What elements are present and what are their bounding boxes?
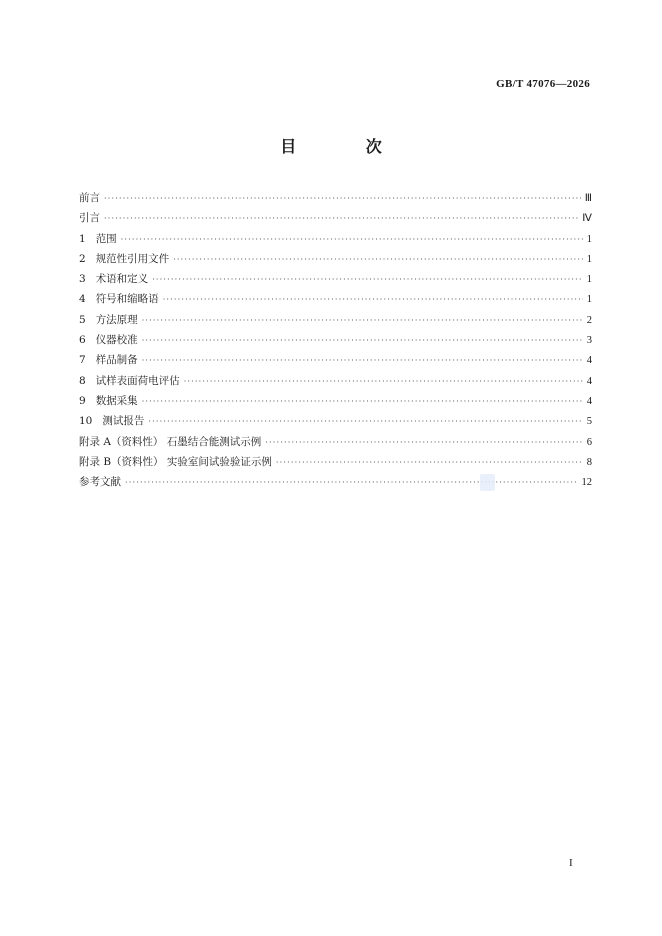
toc-entry[interactable]	[79, 452, 592, 472]
toc-entry-number: 6	[79, 334, 86, 347]
toc-entry-text: 数据采集	[95, 394, 138, 407]
toc-entry-number: 1	[79, 232, 86, 245]
watermark-mark	[480, 474, 495, 491]
toc-leader-dots	[142, 392, 583, 412]
toc-entry-label	[79, 452, 272, 472]
toc-entry-page: 4	[586, 395, 592, 407]
toc-entry-page: 1	[586, 253, 592, 265]
toc-leader-dots	[142, 311, 583, 331]
toc-entry-number: 9	[79, 394, 86, 407]
toc-entry[interactable]	[79, 310, 592, 330]
toc-entry-text: 范围	[95, 232, 117, 245]
toc-entry-text: 规范性引用文件	[95, 252, 170, 265]
toc-entry[interactable]	[79, 188, 592, 208]
toc-entry-page: 5	[586, 416, 592, 428]
toc-entry-page: 12	[581, 477, 592, 489]
toc-entry-page: Ⅲ	[584, 193, 592, 204]
toc-leader-dots	[148, 412, 582, 432]
toc-leader-dots	[163, 290, 583, 310]
toc-leader-dots	[173, 250, 583, 270]
toc-entry-label	[79, 432, 261, 452]
toc-entry-text: 方法原理	[95, 313, 138, 326]
toc-entry-text: 符号和缩略语	[95, 293, 159, 306]
toc-entry-label	[79, 350, 138, 370]
toc-leader-dots	[104, 209, 578, 229]
toc-entry-text: 附录 A（资料性） 石墨结合能测试示例	[79, 435, 262, 448]
toc-entry-label	[79, 391, 138, 411]
toc-entry-number: 3	[79, 273, 86, 286]
toc-entry-page: 4	[586, 355, 592, 367]
toc-leader-dots	[276, 453, 583, 473]
toc-entry-number: 10	[79, 415, 93, 428]
toc-entry-number: 5	[79, 313, 86, 326]
toc-entry-label	[79, 411, 144, 431]
page-title: 目 次	[280, 137, 414, 156]
toc-entry[interactable]	[79, 411, 592, 431]
toc-entry-number: 4	[79, 293, 86, 306]
toc-leader-dots	[184, 372, 583, 392]
toc-entry-page: 8	[586, 456, 592, 468]
toc-entry[interactable]	[79, 289, 592, 309]
toc-entry-label	[79, 330, 138, 350]
toc-entry[interactable]	[79, 391, 592, 411]
toc-entry-number: 2	[79, 252, 86, 265]
toc-entry[interactable]	[79, 330, 592, 350]
toc-entry-page: 1	[586, 233, 592, 245]
toc-entry-text: 附录 B（资料性） 实验室间试验验证示例	[79, 455, 272, 468]
toc-entry-number: 8	[79, 374, 86, 387]
toc-entry[interactable]	[79, 229, 592, 249]
toc-entry[interactable]	[79, 432, 592, 452]
toc-entry-label	[79, 188, 100, 208]
toc-entry-page: 4	[586, 375, 592, 387]
toc-entry[interactable]	[79, 472, 592, 492]
toc-entry-page: 1	[586, 294, 592, 306]
toc-entry-label	[79, 208, 100, 228]
toc-entry[interactable]	[79, 249, 592, 269]
toc-leader-dots	[125, 473, 578, 493]
toc-entry-text: 仪器校准	[95, 334, 138, 347]
toc-entry-label	[79, 249, 169, 269]
toc-entry-text: 测试报告	[102, 415, 145, 428]
toc-entry-text: 参考文献	[79, 476, 121, 489]
toc-entry[interactable]	[79, 208, 592, 228]
toc-entry[interactable]	[79, 269, 592, 289]
toc-entry-text: 试样表面荷电评估	[95, 374, 180, 387]
toc-leader-dots	[142, 351, 583, 371]
toc-entry-label	[79, 472, 121, 492]
toc-entry-text: 引言	[79, 212, 100, 225]
toc-entry-page: 6	[586, 436, 592, 448]
toc-entry-label	[79, 371, 180, 391]
table-of-contents	[79, 188, 592, 492]
toc-leader-dots	[152, 270, 583, 290]
toc-leader-dots	[142, 331, 583, 351]
toc-entry-page: 2	[586, 314, 592, 326]
toc-entry-text: 前言	[79, 192, 100, 204]
toc-leader-dots	[265, 433, 582, 453]
toc-entry-label	[79, 310, 138, 330]
toc-entry-number: 7	[79, 354, 86, 367]
toc-entry-text: 术语和定义	[95, 273, 149, 286]
page-number: I	[569, 857, 573, 869]
toc-entry-label	[79, 229, 117, 249]
toc-entry[interactable]	[79, 350, 592, 370]
toc-entry-page: Ⅳ	[582, 213, 592, 225]
toc-entry-label	[79, 289, 159, 309]
toc-entry-page: 3	[586, 335, 592, 347]
toc-entry-label	[79, 269, 148, 289]
toc-leader-dots	[104, 189, 581, 209]
toc-leader-dots	[121, 230, 583, 250]
toc-entry[interactable]	[79, 371, 592, 391]
standard-number: GB/T 47076—2026	[496, 78, 590, 90]
toc-entry-text: 样品制备	[95, 354, 138, 367]
toc-entry-page: 1	[586, 274, 592, 286]
